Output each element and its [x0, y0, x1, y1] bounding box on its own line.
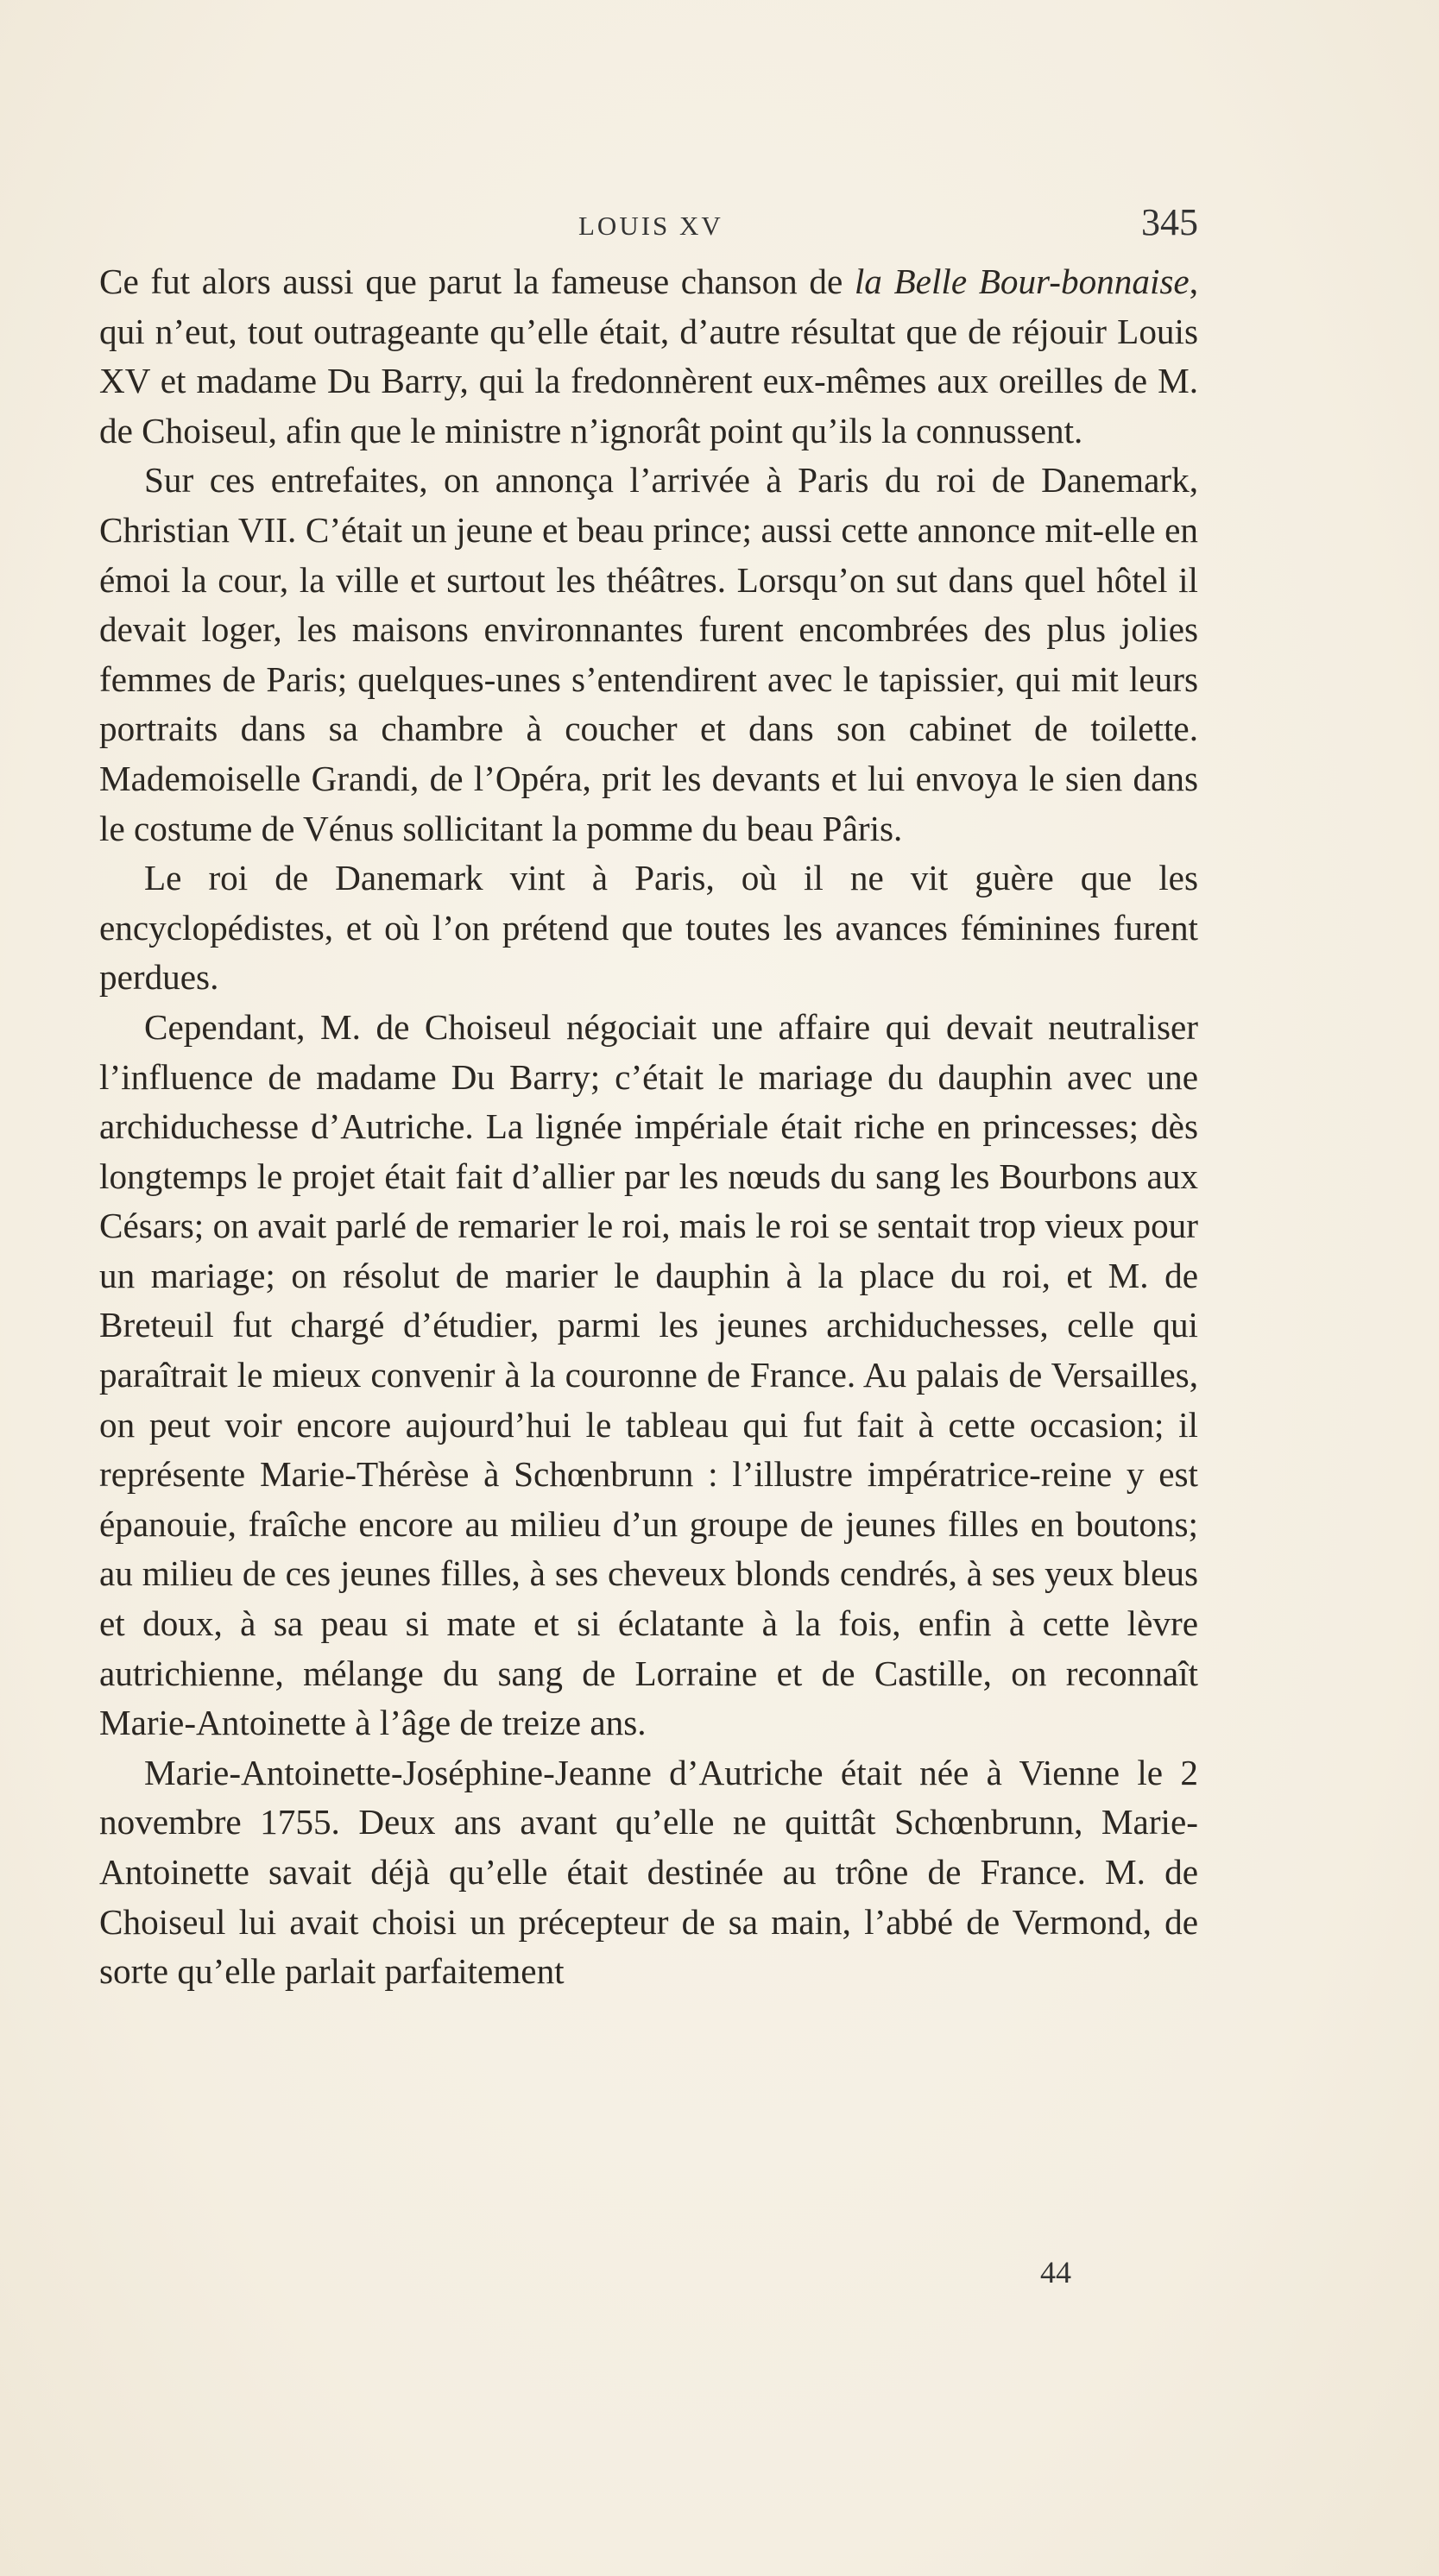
signature-mark: 44 [1040, 2255, 1071, 2289]
paragraph: Cependant, M. de Choiseul négociait une affaire qui devait neutraliser l’influence de madame Du Barry; c’était le mariage du dauphin avec une archiduchesse d’Autriche. La lignée impériale était riche en princesses; dès longtemps le projet était fait d’allier par les nœuds du sang les Bourbons aux Césars; on avait parlé de remarier le roi, mais le roi se sentait trop vieux pour un mariage; on résolut de marier le dauphin à la place du roi, et M. de Breteuil fut chargé d’étudier, parmi les jeunes archiduchesses, celle qui paraîtrait le mieux convenir à la couronne de France. Au palais de Versailles, on peut voir encore aujourd’hui le tableau qui fut fait à cette occasion; il représente Marie-Thérèse à Schœnbrunn : l’illustre impératrice-reine y est épanouie, fraîche encore au milieu d’un groupe de jeunes filles en boutons; au milieu de ces jeunes filles, à ses cheveux blonds cendrés, à ses yeux bleus et doux, à sa peau si mate et si éclatante à la fois, enfin à cette lèvre autrichienne, mélange du sang de Lorraine et de Castille, on reconnaît Marie-Antoinette à l’âge de treize ans. [99, 1006, 1198, 1743]
paragraph: Marie-Antoinette-Joséphine-Jeanne d’Autriche était née à Vienne le 2 novembre 1755. Deux ans avant qu’elle ne quittât Schœnbrunn, Marie-Antoinette savait déjà qu’elle était destinée au trône de France. M. de Choiseul lui avait choisi un précepteur de sa main, l’abbé de Vermond, de sorte qu’elle parlait parfaitement [99, 1752, 1198, 1992]
paragraph: Le roi de Danemark vint à Paris, où il ne vit guère que les encyclopédistes, et où l’on prétend que toutes les avances féminines furent perdues. [99, 858, 1198, 998]
body-text [99, 257, 1198, 1997]
running-head: LOUIS XV [578, 211, 723, 241]
paragraph [99, 257, 1198, 456]
page-header [99, 200, 1198, 252]
paragraph: Sur ces entrefaites, on annonça l’arrivée à Paris du roi de Danemark, Christian VII. C’était un jeune et beau prince; aussi cette annonce mit-elle en émoi la cour, la ville et surtout les théâtres. Lorsqu’on sut dans quel hôtel il devait loger, les maisons environnantes furent encombrées des plus jolies femmes de Paris; quelques-unes s’entendirent avec le tapissier, qui mit leurs portraits dans sa chambre à coucher et dans son cabinet de toilette. Mademoiselle Grandi, de l’Opéra, prit les devants et lui envoya le sien dans le costume de Vénus sollicitant la pomme du beau Pâris. [99, 460, 1198, 848]
paragraph-text: , qui n’eut, tout outrageante qu’elle était, d’autre résultat que de réjouir Louis XV et madame Du Barry, qui la fredonnèrent eux-mêmes aux oreilles de M. de Choiseul, afin que le ministre n’ignorât point qu’ils la connussent. [99, 261, 1198, 450]
page-number: 345 [1141, 201, 1198, 243]
song-title: la Belle Bour-bonnaise [854, 261, 1190, 301]
paragraph-text: Ce fut alors aussi que parut la fameuse chanson de [99, 261, 855, 301]
